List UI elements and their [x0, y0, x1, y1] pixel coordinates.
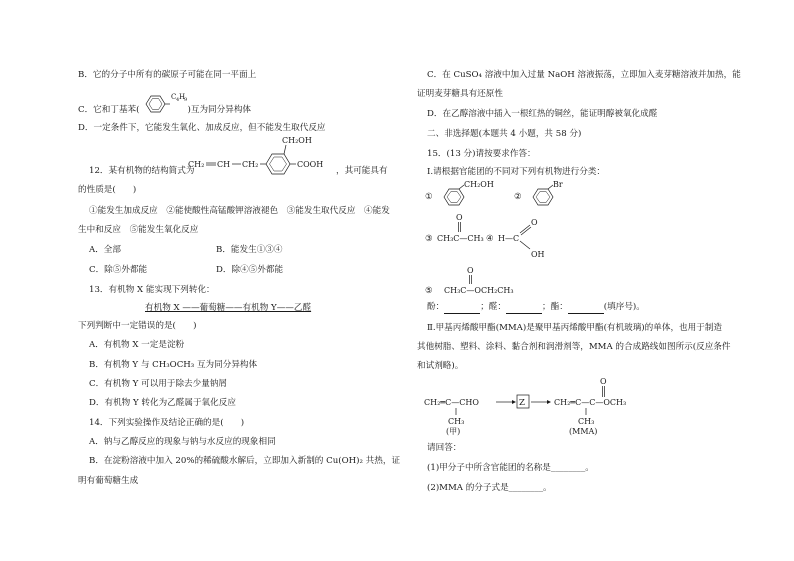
molecule-4-oh: OH	[531, 250, 545, 259]
reactant-formula: CH₂═C—CHO	[424, 398, 479, 407]
q12-stem-post: ，其可能具有	[336, 166, 388, 176]
ester-blank[interactable]	[568, 302, 604, 314]
q14-stem: 14．下列实验操作及结论正确的是( )	[89, 418, 245, 428]
q11-option-c-post: )互为同分异构体	[187, 105, 252, 115]
molecule-5-chain: CH₃C—OCH₂CH₃	[444, 286, 514, 295]
part2-line2: 其他树脂、塑料、涂料、黏合剂和润滑剂等，MMA 的合成路线如图所示(反应条件	[417, 342, 731, 352]
q13-stem: 13．有机物 X 能实现下列转化：	[89, 285, 215, 295]
q12-ch2oh: CH₂OH	[282, 136, 312, 145]
molecule-4-hc: H—C	[498, 234, 520, 243]
mma-synthesis-route	[420, 370, 710, 440]
q15-molecules	[420, 180, 680, 305]
q12-stem-pre: 12．某有机物的结构简式为	[89, 166, 195, 176]
sub-question-1: (1)甲分子中所含官能团的名称是________。	[427, 463, 594, 473]
molecule-1-group: CH₂OH	[464, 180, 494, 189]
q12-ch: CH	[217, 160, 231, 169]
aldehyde-label: ；醛：	[480, 302, 506, 312]
q12-cooh: COOH	[297, 160, 324, 169]
product-label: (MMA)	[569, 427, 598, 436]
q11-option-c	[78, 93, 252, 116]
q13-conversion-chain: 有机物 X ——葡萄糖——有机物 Y——乙醛	[145, 303, 312, 313]
q12-options-line2: 生中和反应 ⑤能发生氧化反应	[78, 225, 199, 235]
product-formula: CH₂═C—C—OCH₃	[554, 398, 627, 407]
q12-stem-cont: 的性质是( )	[78, 185, 137, 195]
q14-choice-c-line1: C．在 CuSO₄ 溶液中加入过量 NaOH 溶液振荡，立即加入麦芽糖溶液并加热，能	[427, 70, 741, 80]
q14-choice-b-line2: 明有葡萄糖生成	[78, 476, 139, 486]
intermediate-z: Z	[519, 398, 525, 408]
q15-stem: 15．(13 分)请按要求作答：	[427, 149, 536, 159]
molecule-5-number: ⑤	[425, 286, 433, 296]
q11-option-c-pre: C．它和丁基苯(	[78, 105, 140, 115]
product-methyl: CH₃	[578, 417, 595, 426]
q13-choice-a: A．有机物 X 一定是淀粉	[89, 340, 185, 350]
molecule-4-number: ④	[486, 234, 494, 244]
molecule-2-number: ②	[514, 192, 522, 202]
q12-choice-d: D．除④⑤外都能	[216, 265, 284, 275]
molecule-2-group: Br	[553, 180, 563, 189]
molecule-3-chain: CH₃C—CH₃	[437, 234, 484, 243]
q14-choice-a: A．钠与乙醇反应的现象与钠与水反应的现象相同	[89, 437, 276, 447]
butyl-label: C	[170, 93, 176, 101]
q12-choice-a: A．全部	[89, 245, 121, 255]
q14-choice-c-line2: 证明麦芽糖具有还原性	[417, 89, 503, 99]
molecule-1-number: ①	[425, 192, 433, 202]
q12-choice-b: B．能发生①③④	[216, 245, 283, 255]
q12-options-line1: ①能发生加成反应 ②能使酸性高锰酸钾溶液褪色 ③能发生取代反应 ④能发	[89, 206, 390, 216]
product-oxygen: O	[600, 377, 607, 386]
q12-choice-c: C．除⑤外都能	[89, 265, 148, 275]
q13-choice-c: C．有机物 Y 可以用于除去少量钠屑	[89, 379, 228, 389]
section-two-heading: 二、非选择题(本题共 4 小题，共 58 分)	[427, 129, 582, 139]
svg-text:H: H	[178, 93, 185, 101]
molecule-3-oxygen: O	[456, 213, 463, 222]
molecule-4-oxygen: O	[531, 218, 538, 227]
q12-ch2b: CH₂	[242, 160, 259, 169]
q12-ch2: CH₂	[188, 160, 205, 169]
reactant-label: (甲)	[446, 427, 461, 436]
sub-question-2: (2)MMA 的分子式是________。	[427, 483, 552, 493]
part2-line3: 和试剂略)。	[417, 361, 464, 371]
svg-text:9: 9	[183, 97, 187, 103]
q14-choice-d: D．在乙醇溶液中插入一根红热的铜丝，能证明醇被氧化成醛	[427, 109, 658, 119]
classify-answer-line	[427, 302, 645, 314]
classify-suffix: (填序号)。	[603, 302, 645, 312]
butylbenzene-structure	[140, 93, 188, 112]
svg-text:4: 4	[175, 97, 179, 103]
q13-choice-b: B．有机物 Y 与 CH₃OCH₃ 互为同分异构体	[89, 360, 258, 370]
q11-option-b: B．它的分子中所有的碳原子可能在同一平面上	[78, 70, 257, 80]
ester-label: ；酯：	[542, 302, 568, 312]
molecule-3-number: ③	[425, 234, 433, 244]
molecule-5-oxygen: O	[467, 266, 474, 275]
q15-part1-heading: Ⅰ.请根据官能团的不同对下列有机物进行分类：	[427, 167, 606, 177]
phenol-label: 酚：	[427, 302, 445, 312]
q13-judge: 下列判断中一定错误的是( )	[78, 321, 197, 331]
ask-heading: 请回答：	[427, 443, 462, 453]
q13-choice-d: D．有机物 Y 转化为乙醛属于氧化反应	[89, 398, 236, 408]
q11-option-d: D．一定条件下，它能发生氧化、加成反应，但不能发生取代反应	[78, 123, 326, 133]
q14-choice-b-line1: B．在淀粉溶液中加入 20%的稀硫酸水解后，立即加入新制的 Cu(OH)₂ 共热，证	[89, 456, 401, 466]
q12-structure	[186, 133, 336, 187]
phenol-blank[interactable]	[444, 302, 480, 314]
part2-line1: Ⅱ.甲基丙烯酸甲酯(MMA)是聚甲基丙烯酸甲酯(有机玻璃)的单体，也用于制造	[427, 323, 723, 333]
reactant-methyl: CH₃	[448, 417, 465, 426]
aldehyde-blank[interactable]	[506, 302, 542, 314]
